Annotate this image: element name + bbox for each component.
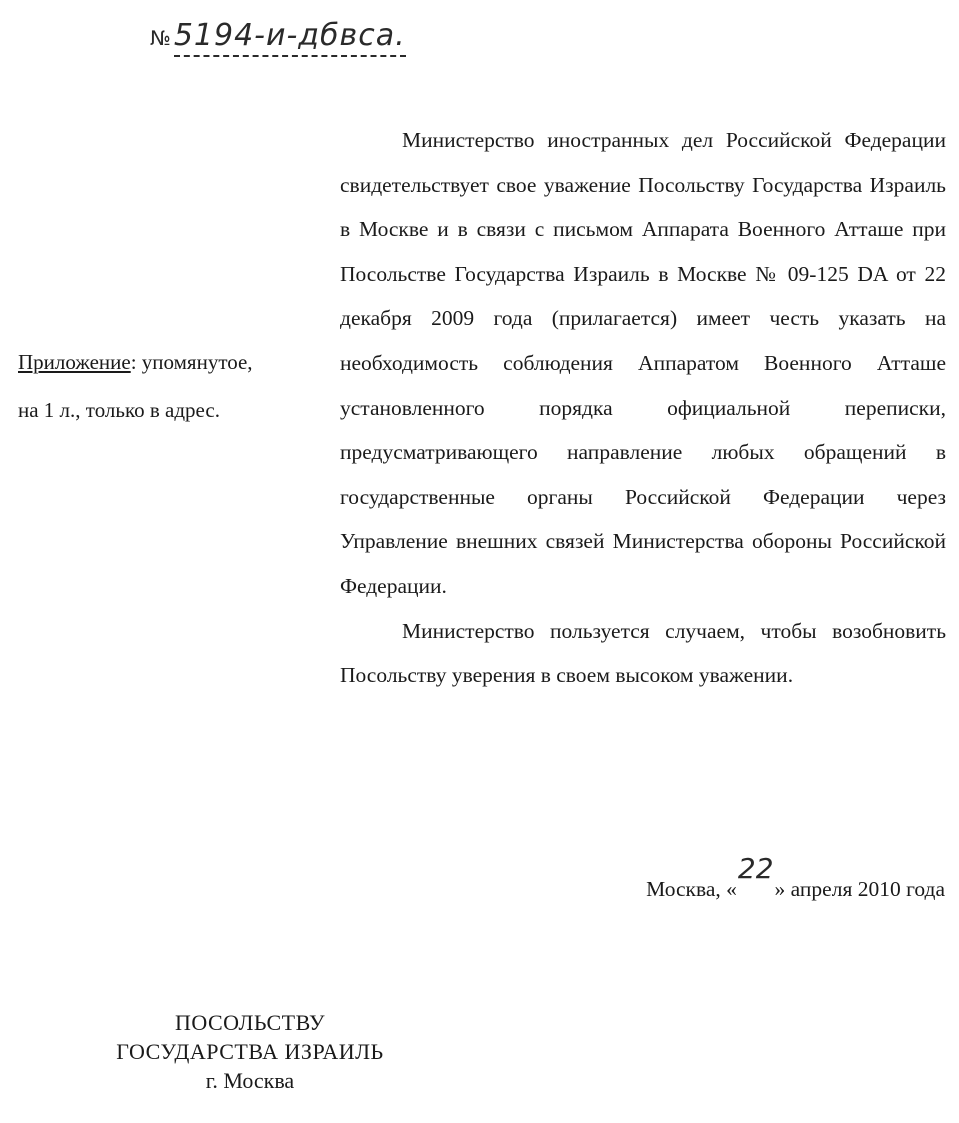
addressee-line-1: ПОСОЛЬСТВУ	[174, 1010, 326, 1035]
attachment-note	[18, 338, 318, 434]
number-sign: №	[150, 26, 172, 50]
handwritten-day: 22	[737, 852, 774, 885]
addressee-block	[60, 1008, 440, 1095]
date-suffix: » апреля 2010 года	[774, 877, 945, 901]
attachment-line-1	[18, 338, 318, 386]
addressee-line-2: ГОСУДАРСТВА ИЗРАИЛЬ	[116, 1039, 384, 1064]
addressee-city: г. Москва	[205, 1068, 295, 1093]
date-prefix: Москва, «	[646, 877, 737, 901]
note-body	[340, 118, 946, 698]
body-paragraph-1: Министерство иностранных дел Российской Федерации свидетельствует свое уважение Посольству Государства Израиль в Москве и в связи с письмом Аппарата Военного Атташе при Посольстве Государства Израиль в Москве № 09-125 DA от 22 декабря 2009 года (прилагается) имеет честь указать на необходимость соблюдения Аппаратом Военного Атташе установленного порядка официальной переписки, предусматривающего направление любых обращений в государственные органы Российской Федерации через Управление внешних связей Министерства обороны Российской Федерации.	[340, 128, 946, 598]
body-paragraph-2: Министерство пользуется случаем, чтобы возобновить Посольству уверения в своем высоком уважении.	[340, 618, 946, 688]
date-line	[646, 852, 945, 903]
handwritten-number: 5194-и-дбвса.	[174, 18, 406, 57]
attachment-text-1: : упомянутое,	[130, 350, 253, 374]
attachment-label: Приложение	[18, 350, 131, 374]
outgoing-number	[150, 18, 406, 53]
attachment-text-2: на 1 л., только в адрес.	[18, 398, 220, 422]
